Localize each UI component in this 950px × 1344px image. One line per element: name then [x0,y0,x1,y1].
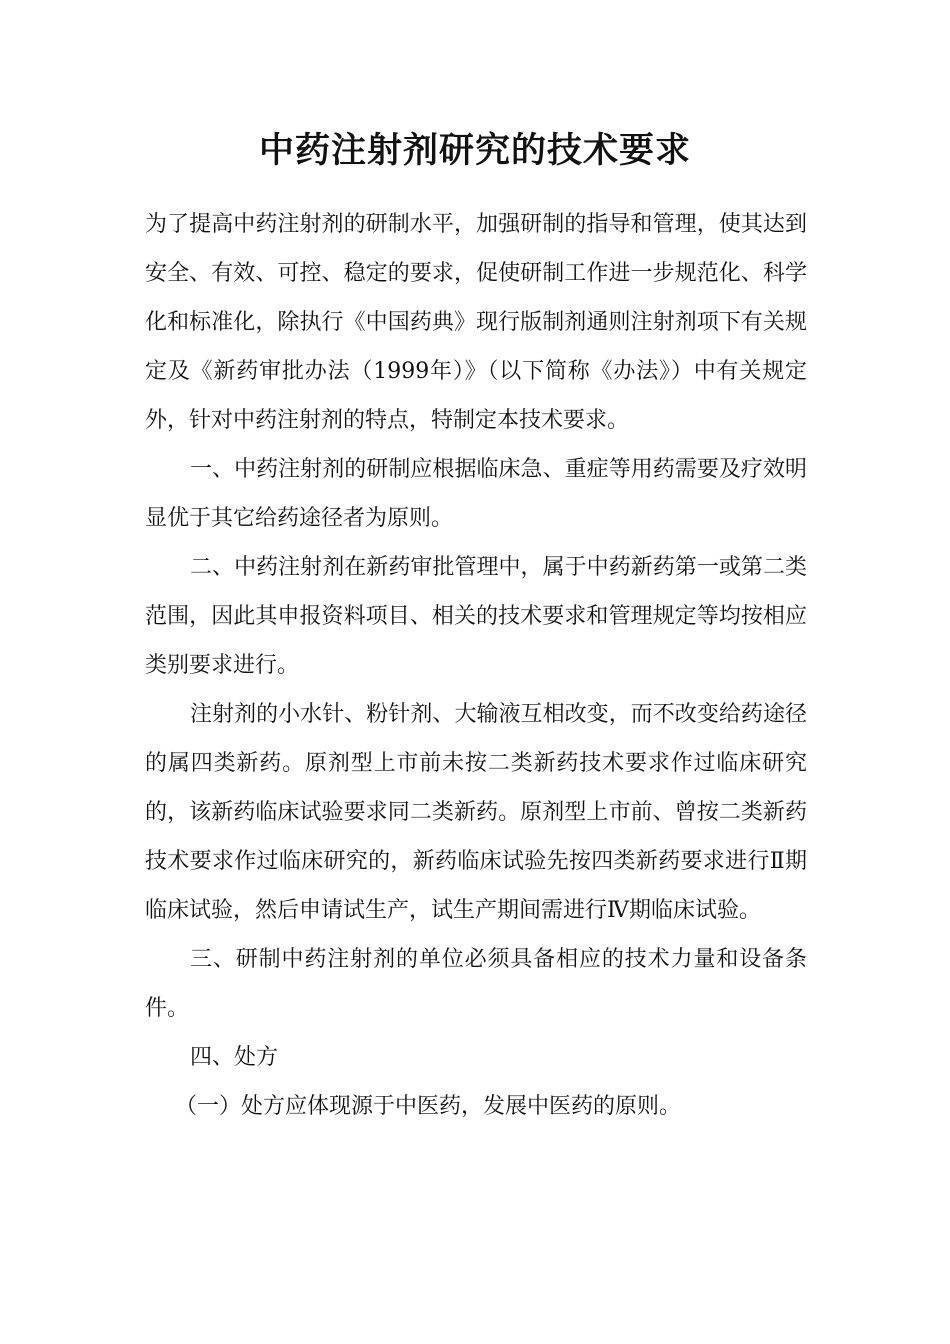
intro-paragraph: 为了提高中药注射剂的研制水平，加强研制的指导和管理，使其达到安全、有效、可控、稳定的要求，促使研制工作进一步规范化、科学化和标准化，除执行《中国药典》现行版制剂通则注射剂项下有关规定及《新药审批办法（1999年）》（以下简称《办法》）中有关规定外，针对中药注射剂的特点，特制定本技术要求。 [145,212,807,433]
injection-forms-paragraph: 注射剂的小水针、粉针剂、大输液互相改变，而不改变给药途径的属四类新药。原剂型上市前未按二类新药技术要求作过临床研究的，该新药临床试验要求同二类新药。原剂型上市前、曾按二类新药技术要求作过临床研究的，新药临床试验先按四类新药要求进行Ⅱ期临床试验，然后申请试生产，试生产期间需进行Ⅳ期临床试验。 [145,702,807,923]
document-title: 中药注射剂研究的技术要求 [258,130,691,171]
section-four-heading: 四、处方 [190,1045,279,1070]
section-two-paragraph: 二、中药注射剂在新药审批管理中，属于中药新药第一或第二类范围，因此其申报资料项目、相关的技术要求和管理规定等均按相应类别要求进行。 [145,555,807,678]
document-body [145,200,807,1131]
section-one-paragraph: 一、中药注射剂的研制应根据临床急、重症等用药需要及疗效明显优于其它给药途径者为原则。 [145,457,807,531]
subsection-one-paragraph: （一）处方应体现源于中医药，发展中医药的原则。 [175,1094,682,1119]
section-three-paragraph: 三、研制中药注射剂的单位必须具备相应的技术力量和设备条件。 [145,947,807,1021]
